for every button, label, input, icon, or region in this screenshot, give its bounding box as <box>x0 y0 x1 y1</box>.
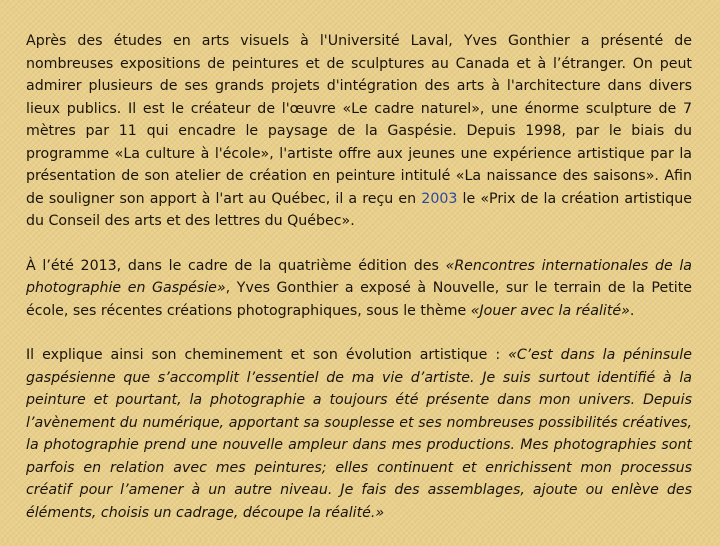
exhibition-theme: «Jouer avec la réalité» <box>470 302 630 319</box>
award-year: 2003 <box>421 190 458 207</box>
paragraph-exhibition <box>26 255 692 323</box>
paragraph-1-text-b: le «Prix de la création artistique du Conseil des arts et des lettres du Québec». <box>26 190 692 229</box>
paragraph-biography <box>26 30 692 233</box>
paragraph-1-text-a: Après des études en arts visuels à l'Université Laval, Yves Gonthier a présenté de nombreuses expositions de peintures et de sculptures au Canada et à l’étranger. On peut admirer plusieurs de ses grands projets d'intégration des arts à l'architecture dans divers lieux publics. Il est le créateur de l'œuvre «Le cadre naturel», une énorme sculpture de 7 mètres par 11 qui encadre le paysage de la Gaspésie. Depuis 1998, par le biais du programme «La culture à l'école», l'artiste offre aux jeunes une expérience artistique par la présentation de son atelier de création en peinture intitulé «La naissance des saisons». Afin de souligner son apport à l'art au Québec, il a reçu en <box>26 33 692 207</box>
artist-quote: «C’est dans la péninsule gaspésienne que s’accomplit l’essentiel de ma vie d’artiste. Je suis surtout identifié à la peinture et pourtant, la photographie a toujours été présente dans mon univers. Depuis l’avènement du numérique, apportant sa souplesse et ses nombreuses possibilités créatives, la photographie prend une nouvelle ampleur dans mes productions. Mes photographies sont parfois en relation avec mes peintures; elles continuent et enrichissent mon processus créatif pour l’amener à un autre niveau. Je fais des assemblages, ajoute ou enlève des éléments, choisis un cadrage, découpe la réalité.» <box>26 347 692 521</box>
paragraph-2-text-a: À l’été 2013, dans le cadre de la quatrième édition des <box>26 257 446 274</box>
paragraph-3-text-a: Il explique ainsi son cheminement et son évolution artistique : <box>26 347 509 363</box>
paragraph-statement <box>26 344 692 524</box>
paragraph-2-text-c: . <box>629 302 635 319</box>
document-body <box>26 30 692 546</box>
event-title: «Rencontres internationales de la photographie en Gaspésie» <box>26 257 693 296</box>
paragraph-2-text-b: , Yves Gonthier a exposé à Nouvelle, sur le terrain de la Petite école, ses récentes créations photographiques, sous le thème <box>26 280 692 319</box>
